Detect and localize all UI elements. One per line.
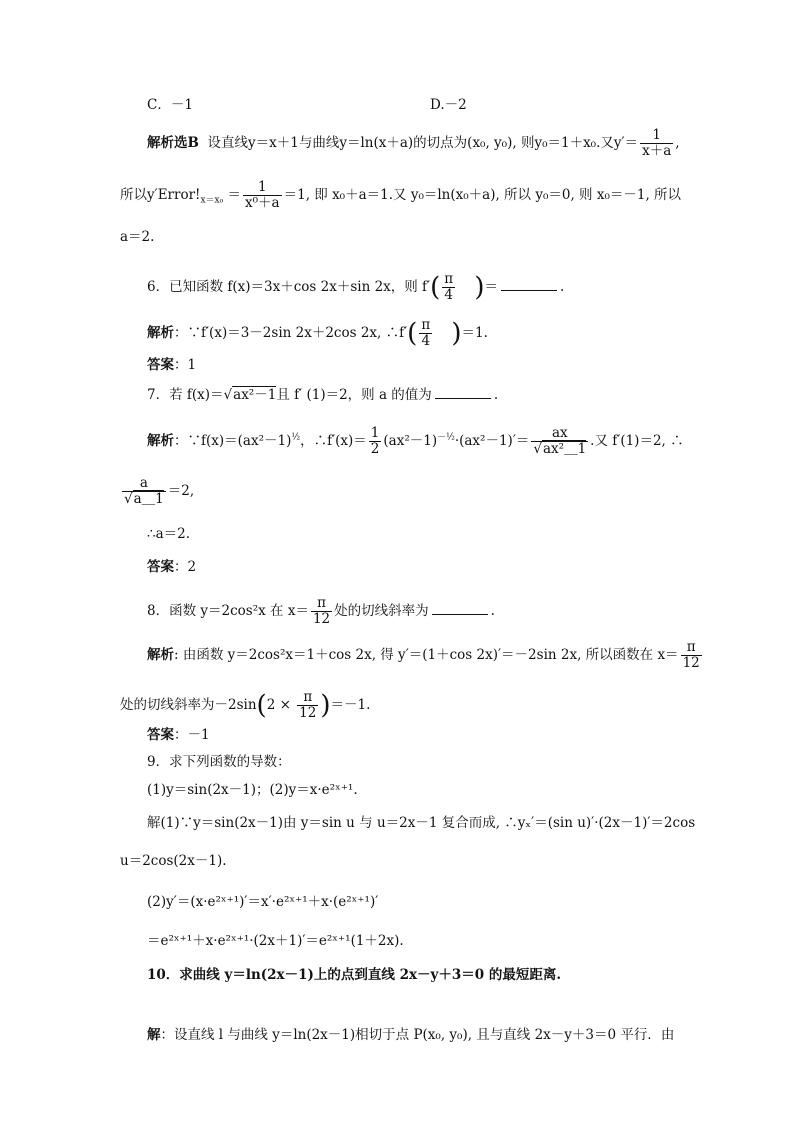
solution-text: .又 f′(1)＝2, ∴ (590, 433, 684, 449)
q5-solution-line3: a＝2. (120, 229, 155, 245)
solution-text: 处的切线斜率为－2sin (120, 697, 257, 713)
radicand: a＿1 (133, 491, 164, 507)
right-paren: ) (474, 272, 485, 303)
punctuation: . (493, 387, 499, 403)
radicand: ax²－1 (233, 387, 277, 403)
question-text: 8．函数 y＝2cos²x 在 x＝ (147, 603, 309, 619)
solution-text: : 由函数 y＝2cos²x＝1＋cos 2x, 得 y′＝(1＋cos 2x)′＝－2sin 2x, 所以函数在 x＝ (174, 647, 679, 663)
equals-sign: ＝ (227, 187, 242, 203)
solution-text: 2 × (266, 697, 296, 713)
fraction-numerator: 1 (243, 180, 282, 196)
exponent: －½ (437, 432, 455, 443)
option-d: D.－2 (430, 97, 467, 113)
solution-text: ＝1, 即 x₀＋a＝1.又 y₀＝ln(x₀＋a), 所以 y₀＝0, 则 x₀＝－1, 所以 (283, 187, 682, 203)
solution-text: (ax²－1) (383, 433, 438, 449)
solution-text: ＝1. (461, 325, 488, 341)
solution-text: 所以y′Error! (120, 187, 201, 203)
fraction (531, 426, 588, 457)
question-text: 7．若 f(x)＝ (147, 387, 224, 403)
solution-label: 解 (147, 1027, 161, 1043)
fraction-numerator: π (444, 271, 454, 287)
q7-solution-line1 (147, 426, 684, 457)
q8-solution-line2 (120, 690, 370, 721)
equals-sign: ＝ (484, 279, 498, 295)
solution-text: ，∴f′(x)＝ (300, 433, 367, 449)
solution-text: ：∵f(x)＝(ax²－1) (174, 433, 292, 449)
q10-stem: 10．求曲线 y＝ln(2x－1)上的点到直线 2x－y＋3＝0 的最短距离. (147, 967, 562, 983)
solution-label: 解析 (147, 433, 174, 449)
fraction (122, 476, 166, 507)
question-text: 处的切线斜率为 (334, 603, 429, 619)
fraction (243, 180, 282, 211)
q9-solution2-line2: ＝e²ˣ⁺¹＋x·e²ˣ⁺¹·(2x＋1)′＝e²ˣ⁺¹(1＋2x). (147, 933, 404, 949)
answer-blank (501, 278, 557, 291)
punctuation: , (675, 135, 680, 151)
right-paren: ) (320, 690, 331, 721)
answer-value: ：1 (174, 357, 197, 373)
fraction (419, 318, 432, 349)
solution-text: 设直线y＝x＋1与曲线y＝ln(x＋a)的切点为(x₀, y₀), 则y₀＝1＋x₀.又y′＝ (207, 135, 639, 151)
answer-label: 答案 (147, 559, 174, 575)
q5-solution-line1 (147, 128, 680, 159)
left-paren: ( (407, 318, 418, 349)
right-paren: ) (451, 318, 462, 349)
fraction-denominator: 12 (299, 705, 317, 721)
fraction-denominator: 12 (682, 655, 700, 671)
q7-solution-line2 (120, 476, 194, 507)
fraction-denominator: x⁰＋a (245, 195, 280, 211)
question-text: 且 f′ (1)＝2，则 a 的值为 (276, 387, 432, 403)
fraction-numerator: π (311, 596, 332, 612)
q10-solution (147, 1026, 674, 1044)
fraction (311, 596, 332, 627)
radicand: ax²＿1 (543, 441, 587, 457)
fraction (369, 426, 382, 457)
left-paren: ( (256, 690, 267, 721)
fraction (297, 690, 318, 721)
fraction (442, 272, 455, 303)
answer-label: 答案 (147, 357, 174, 373)
fraction-numerator: π (421, 317, 431, 333)
subscript: x＝x₀ (200, 195, 224, 206)
fraction-numerator: ax (531, 426, 588, 442)
solution-text: ＝2, (167, 483, 195, 499)
q8-stem (147, 596, 495, 627)
q9-stem: 9．求下列函数的导数： (147, 754, 291, 770)
q7-stem: 7．若 f(x)＝√ax²－1且 f′ (1)＝2，则 a 的值为 . (147, 387, 499, 403)
fraction-denominator: √a＿1 (124, 491, 164, 507)
q9-solution2-line1: (2)y′＝(x·e²ˣ⁺¹)′＝x′·e²ˣ⁺¹＋x·(e²ˣ⁺¹)′ (147, 894, 379, 910)
solution-text: ：∵f′(x)＝3－2sin 2x＋2cos 2x, ∴f′ (174, 325, 408, 341)
solution-label: 解析 (147, 647, 174, 663)
answer-value: ：－1 (174, 727, 210, 743)
answer-blank (435, 386, 491, 399)
answer-label: 答案 (147, 727, 174, 743)
left-paren: ( (430, 272, 441, 303)
exponent: ½ (291, 432, 301, 443)
fraction-denominator: 4 (444, 287, 454, 303)
solution-text: ：设直线 l 与曲线 y＝ln(2x－1)相切于点 P(x₀, y₀), 且与直线 2x－y＋3＝0 平行．由 (160, 1027, 675, 1043)
punctuation: . (559, 279, 565, 295)
answer-value: ：2 (174, 559, 197, 575)
solution-label: 解析 (147, 135, 174, 151)
fraction-numerator: a (122, 476, 166, 492)
solution-text: ·(ax²－1)′＝ (454, 433, 530, 449)
q7-answer (147, 558, 196, 576)
q7-solution-line3: ∴a＝2. (147, 526, 191, 542)
fraction-numerator: 1 (640, 128, 673, 144)
q9-solution1-line2: u＝2cos(2x－1). (120, 853, 227, 869)
q9-parts: (1)y＝sin(2x－1)；(2)y＝x·e²ˣ⁺¹. (147, 782, 358, 798)
fraction-denominator: x＋a (642, 143, 672, 159)
answer-blank (432, 602, 488, 615)
fraction-denominator: √ax²＿1 (533, 441, 587, 457)
option-c: C．－1 (147, 97, 193, 113)
fraction-numerator: π (297, 690, 318, 706)
punctuation: . (490, 603, 495, 619)
q9-solution1-line1: 解(1)∵y＝sin(2x－1)由 y＝sin u 与 u＝2x－1 复合而成, ∴yₓ′＝(sin u)′·(2x－1)′＝2cos (147, 815, 696, 831)
fraction (681, 640, 702, 671)
fraction-denominator: 2 (370, 441, 380, 457)
fraction-denominator: 4 (421, 333, 431, 349)
question-text: 6．已知函数 f(x)＝3x＋cos 2x＋sin 2x，则 f′ (147, 279, 431, 295)
q8-solution-line1 (147, 640, 704, 671)
q6-stem (147, 272, 564, 303)
q6-answer (147, 356, 196, 374)
solution-label: 解析 (147, 325, 174, 341)
q5-solution-line2 (120, 180, 681, 211)
q6-solution (147, 318, 488, 349)
fraction-numerator: 1 (370, 425, 380, 441)
q8-answer (147, 726, 210, 744)
solution-choice: 选B (174, 135, 199, 151)
solution-text: ＝－1. (330, 697, 371, 713)
fraction-denominator: 12 (312, 611, 331, 627)
fraction-numerator: π (681, 640, 702, 656)
fraction (640, 128, 673, 159)
